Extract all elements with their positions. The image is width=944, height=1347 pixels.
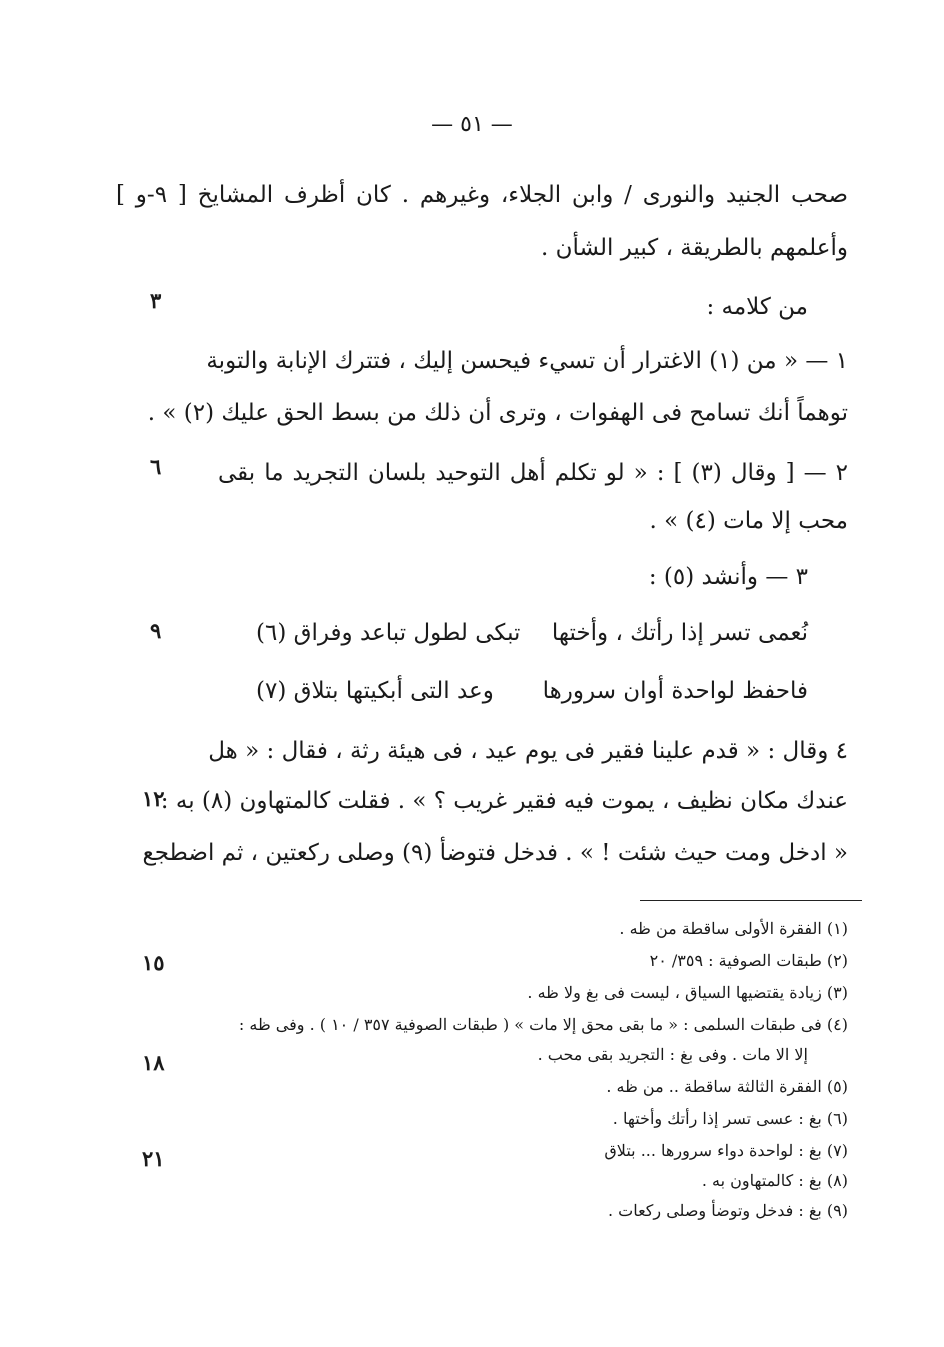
verse-1-hemistich-a: نُعمى تسر إذا رأتك ، وأختها (551, 620, 808, 646)
body-line-7: محب إلا مات (٤) » . (649, 508, 848, 534)
verse-2-hemistich-a: فاحفظ لواحدة أوان سرورها (542, 678, 808, 704)
footnote-5: (٥) الفقرة الثالثة ساقطة .. من ظه . (606, 1077, 848, 1096)
footnote-divider (640, 900, 862, 901)
line-number: ٩ (150, 618, 162, 643)
footnote-2: (٢) طبقات الصوفية : ٣٥٩/ ٢٠ (649, 951, 848, 970)
footnote-8: (٨) بغ : كالمتهاون به . (701, 1171, 848, 1190)
line-number: ٢١ (142, 1146, 165, 1171)
body-line-2: وأعلمهم بالطريقة ، كبير الشأن . (540, 235, 848, 261)
body-line-11: « ادخل ومت حيث شئت ! » . فدخل فتوضأ (٩) وصلى ركعتين ، ثم اضطجع (142, 840, 848, 866)
footnote-7: (٧) بغ : لواحدة دواء سرورها ... بتلاق (604, 1141, 848, 1160)
body-line-4: ١ — « من (١) الاغترار أن تسيء فيحسن إليك ، فتترك الإنابة والتوبة (206, 348, 848, 374)
line-number: ٣ (150, 288, 162, 313)
section-heading: من كلامه : (706, 294, 808, 320)
footnote-3: (٣) زيادة يقتضيها السياق ، ليست فى بغ ولا ظه . (527, 983, 848, 1002)
footnote-1: (١) الفقرة الأولى ساقطة من ظه . (619, 919, 848, 938)
body-line-5: توهماً أنك تسامح فى الهفوات ، وترى أن ذلك من بسط الحق عليك (٢) » . (147, 400, 848, 426)
line-number: ٦ (150, 454, 162, 479)
footnote-4: (٤) فى طبقات السلمى : « ما بقى محق إلا مات » ( طبقات الصوفية ٣٥٧ / ١٠ ) . وفى ظه : (238, 1015, 848, 1034)
line-number: ١٥ (142, 950, 165, 975)
verse-2-hemistich-b: وعد التى أبكيتها بتلاق (٧) (256, 678, 494, 704)
verse-1-hemistich-b: تبكى لطول تباعد وفراق (٦) (256, 620, 521, 646)
body-line-8: ٣ — وأنشد (٥) : (648, 564, 808, 590)
body-line-6: ٢ — [ وقال (٣) ] : « لو تكلم أهل التوحيد بلسان التجريد ما بقى (218, 460, 849, 486)
body-line-9: ٤ وقال : « قدم علينا فقير فى يوم عيد ، فى هيئة رثة ، فقال : « هل (208, 738, 848, 764)
footnote-6: (٦) بغ : عسى تسر إذا رأتك وأختها . (612, 1109, 848, 1128)
body-line-10: عندك مكان نظيف ، يموت فيه فقير غريب ؟ » . فقلت كالمتهاون (٨) به : (160, 788, 848, 814)
page-number: — ٥١ — (431, 112, 513, 137)
line-number: ١٢ (142, 786, 165, 811)
line-number: ١٨ (142, 1050, 165, 1075)
footnote-4-continued: إلا الا مات . وفى بغ : التجريد بقى محب . (537, 1045, 808, 1064)
body-line-1: صحب الجنيد والنورى / وابن الجلاء، وغيرهم . كان أظرف المشايخ [ ٩-و ] (116, 182, 848, 208)
footnote-9: (٩) بغ : فدخل وتوضأ وصلى ركعات . (607, 1201, 848, 1220)
